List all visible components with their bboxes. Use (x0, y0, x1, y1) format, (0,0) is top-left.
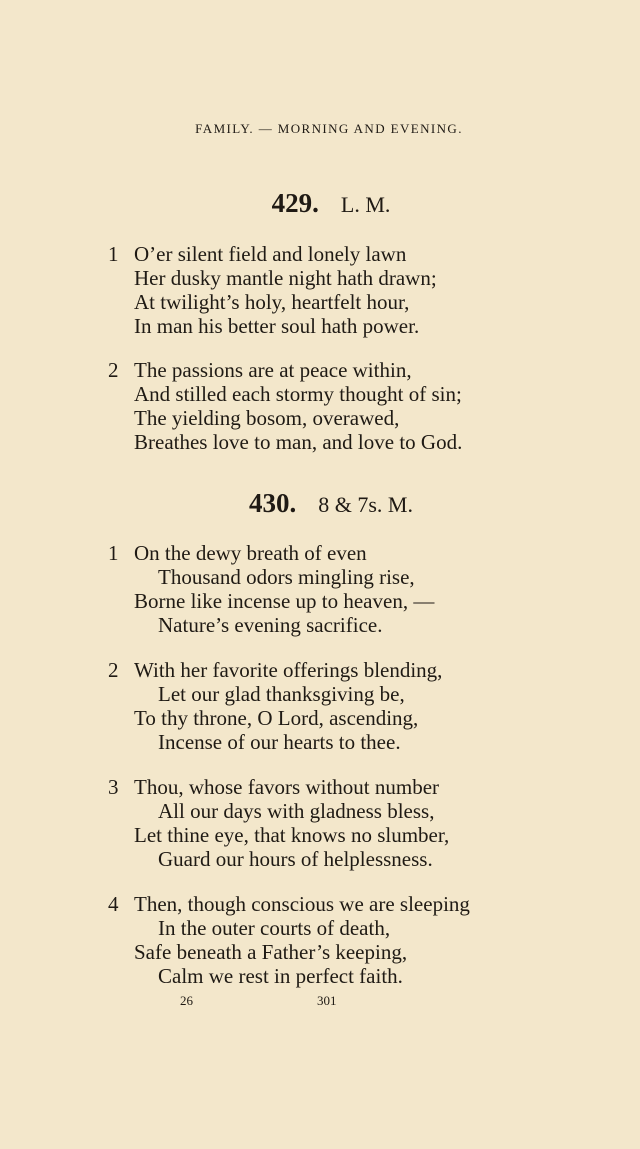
verse-line: O’er silent field and lonely lawn (134, 242, 407, 266)
stanza-number: 2 (108, 358, 119, 382)
page-number: 301 (317, 993, 337, 1008)
verse-line: Let thine eye, that knows no slumber, (134, 823, 450, 847)
verse-line: Borne like incense up to heaven, — (134, 589, 435, 613)
verse-line: To thy throne, O Lord, ascending, (134, 706, 419, 730)
stanza-number: 1 (108, 242, 119, 266)
hymn-number: 429. (271, 188, 319, 218)
signature-mark: 26 (180, 993, 193, 1008)
verse-line: In the outer courts of death, (158, 916, 391, 940)
verse-line: In man his better soul hath power. (134, 314, 420, 338)
stanza-number: 1 (108, 541, 119, 565)
verse-line: Breathes love to man, and love to God. (134, 430, 463, 454)
verse-line: On the dewy breath of even (134, 541, 367, 565)
verse-line: Incense of our hearts to thee. (158, 730, 401, 754)
verse-line: Thousand odors mingling rise, (158, 565, 415, 589)
verse-line: With her favorite offerings blending, (134, 658, 443, 682)
hymn-meter: L. M. (340, 192, 391, 217)
verse-line: The yielding bosom, overawed, (134, 406, 400, 430)
stanza-number: 4 (108, 892, 119, 916)
hymn-heading-430 (0, 488, 640, 519)
hymn-heading-429 (0, 188, 640, 219)
verse-line: Nature’s evening sacrifice. (158, 613, 383, 637)
verse-line: And stilled each stormy thought of sin; (134, 382, 462, 406)
verse-line: Then, though conscious we are sleeping (134, 892, 470, 916)
hymn-meter: 8 & 7s. M. (318, 492, 413, 517)
verse-line: Guard our hours of helplessness. (158, 847, 433, 871)
stanza-number: 3 (108, 775, 119, 799)
hymn-number: 430. (249, 488, 297, 518)
stanza-number: 2 (108, 658, 119, 682)
running-header: FAMILY. — MORNING AND EVENING. (195, 121, 463, 136)
verse-line: Safe beneath a Father’s keeping, (134, 940, 408, 964)
verse-line: The passions are at peace within, (134, 358, 412, 382)
verse-line: All our days with gladness bless, (158, 799, 435, 823)
verse-line: At twilight’s holy, heartfelt hour, (134, 290, 410, 314)
verse-line: Her dusky mantle night hath drawn; (134, 266, 437, 290)
verse-line: Thou, whose favors without number (134, 775, 440, 799)
verse-line: Calm we rest in perfect faith. (158, 964, 403, 988)
verse-line: Let our glad thanksgiving be, (158, 682, 405, 706)
